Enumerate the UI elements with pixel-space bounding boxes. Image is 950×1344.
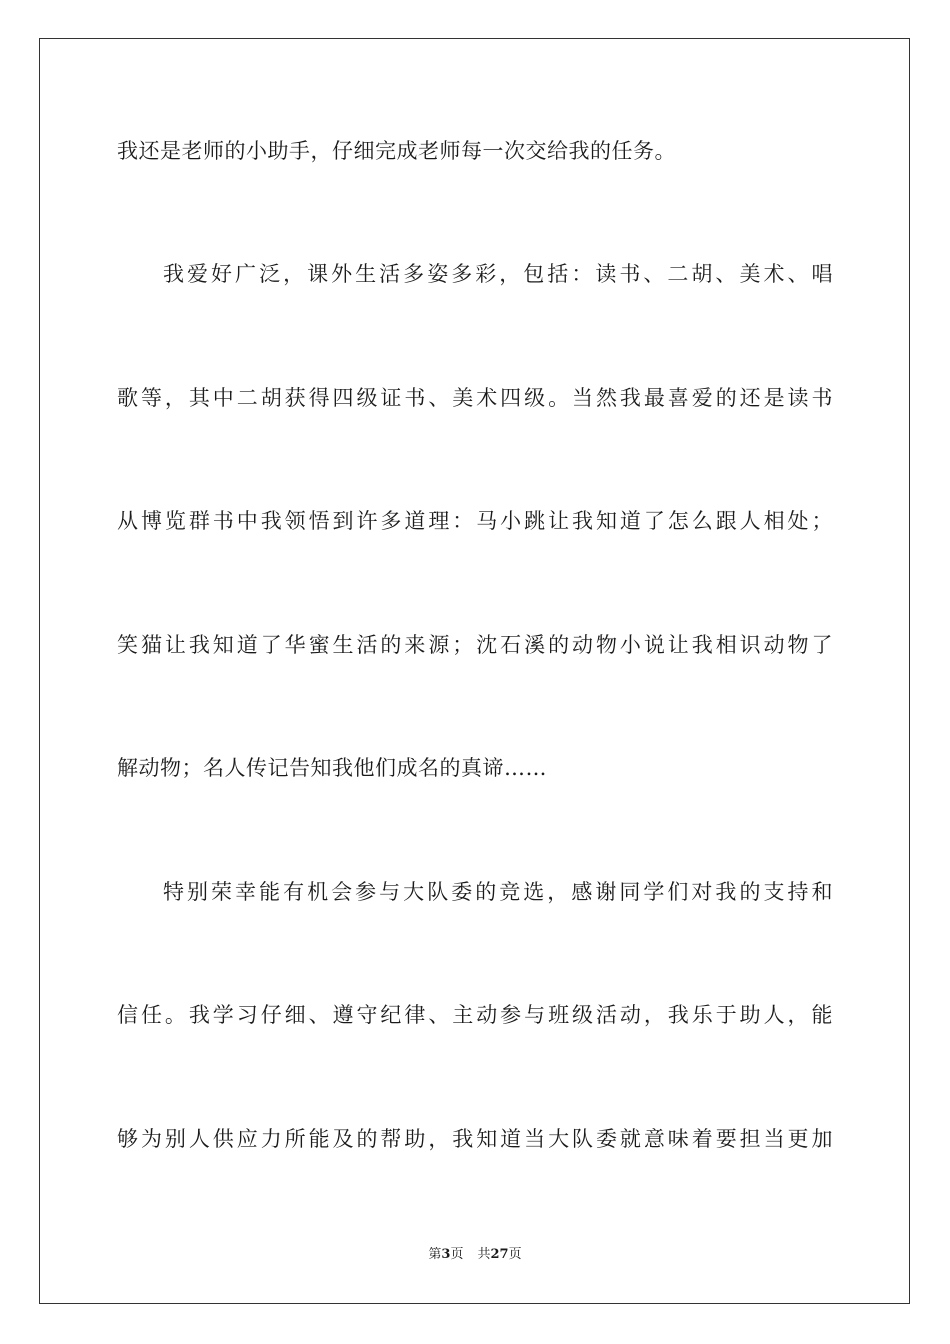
- page-suffix: 页: [450, 1247, 464, 1262]
- body-line-3: 歌等，其中二胡获得四级证书、美术四级。当然我最喜爱的还是读书: [117, 386, 833, 410]
- total-pages: 27: [490, 1247, 509, 1262]
- body-line-1: 我还是老师的小助手，仔细完成老师每一次交给我的任务。: [117, 139, 676, 163]
- total-suffix: 页: [508, 1247, 522, 1262]
- body-line-4: 从博览群书中我领悟到许多道理：马小跳让我知道了怎么跟人相处；: [117, 509, 833, 533]
- body-line-7: 特别荣幸能有机会参与大队委的竞选，感谢同学们对我的支持和: [163, 880, 833, 904]
- body-line-2: 我爱好广泛，课外生活多姿多彩，包括：读书、二胡、美术、唱: [163, 262, 833, 286]
- body-line-5: 笑猫让我知道了华蜜生活的来源；沈石溪的动物小说让我相识动物了: [117, 633, 833, 657]
- body-line-9: 够为别人供应力所能及的帮助，我知道当大队委就意味着要担当更加: [117, 1127, 833, 1151]
- page-border: [39, 38, 910, 1304]
- page-number: 3: [441, 1247, 451, 1262]
- body-line-8: 信任。我学习仔细、遵守纪律、主动参与班级活动，我乐于助人，能: [117, 1003, 833, 1027]
- page-prefix: 第: [428, 1247, 442, 1262]
- total-prefix: 共: [477, 1247, 491, 1262]
- body-line-6: 解动物；名人传记告知我他们成名的真谛……: [117, 756, 547, 780]
- page-footer: [0, 1246, 950, 1264]
